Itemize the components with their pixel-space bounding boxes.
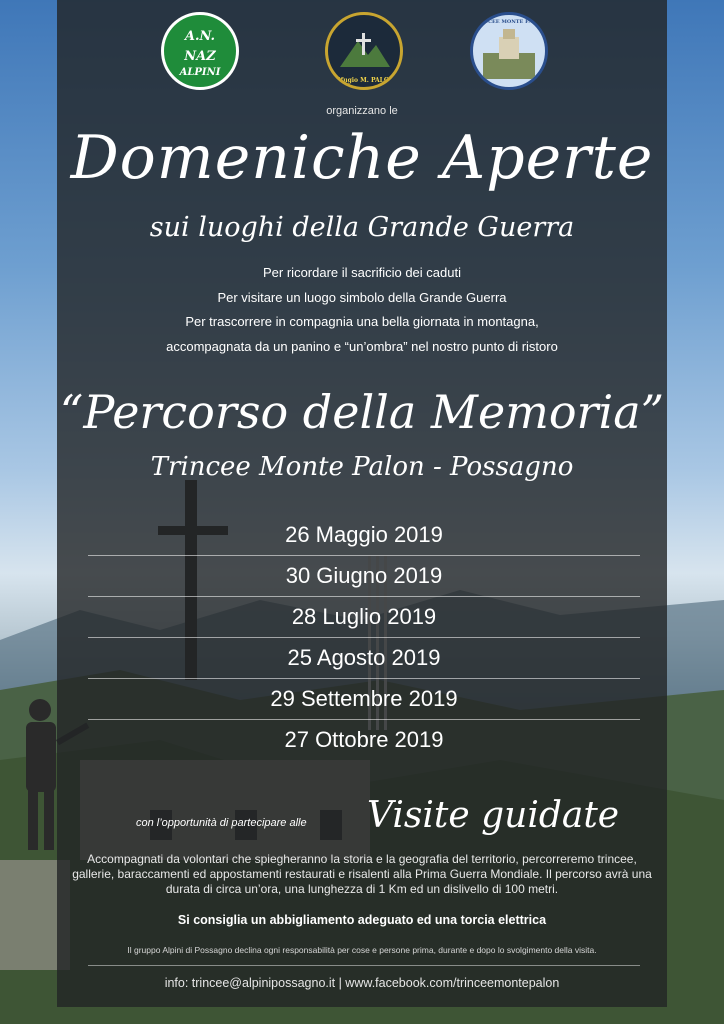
intro-line: Per ricordare il sacrificio dei caduti: [263, 265, 461, 280]
intro-line: Per trascorrere in compagnia una bella giornata in montagna,: [185, 314, 539, 329]
poster-title: Domeniche Aperte: [70, 123, 654, 193]
date-item: 28 Luglio 2019: [88, 597, 640, 638]
event-name: “Percorso della Memoria”: [59, 385, 665, 439]
opportunity-text: con l’opportunità di partecipare alle: [136, 817, 307, 829]
disclaimer-text: Il gruppo Alpini di Possagno declina ogni responsabilità per cose e persone prima, durante e dopo lo svolgimento della visita.: [127, 945, 597, 955]
logo-text-3: ALPINI: [179, 67, 221, 78]
date-item: 25 Agosto 2019: [88, 638, 640, 679]
guided-description: Accompagnati da volontari che spiegheranno la storia e la geografia del territorio, percorreremo trincee, gallerie, baraccamenti ed appostamenti restaurati e risalenti alla Prima Guerra Mondiale. Il percorso avrà una durata di circa un’ora, una lunghezza di 1 Km ed un dislivello di 100 metri.: [72, 852, 652, 896]
poster-subtitle: sui luoghi della Grande Guerra: [149, 212, 575, 243]
logo-center-text: Rifugio M. PALON: [333, 77, 395, 84]
dates-list: [88, 515, 640, 761]
rifugio-palon-logo: [325, 12, 403, 90]
guided-visits-title: Visite guidate: [367, 795, 620, 836]
organizers-text: organizzano le: [326, 105, 398, 117]
logo-text-1: A.N.: [184, 29, 216, 44]
date-item: 29 Settembre 2019: [88, 679, 640, 720]
date-item: 26 Maggio 2019: [88, 515, 640, 556]
footer-divider: [88, 965, 640, 966]
ana-alpini-logo: [161, 12, 239, 90]
guided-visits-header: [57, 795, 667, 845]
logo-right-text: TRINCEE MONTE PALON: [473, 19, 545, 25]
event-location: Trincee Monte Palon - Possagno: [150, 452, 574, 482]
intro-line: Per visitare un luogo simbolo della Grande Guerra: [217, 290, 507, 305]
date-item: 27 Ottobre 2019: [284, 727, 444, 752]
logo-text-2: NAZ: [184, 49, 216, 64]
recommendation-text: Si consiglia un abbigliamento adeguato ed una torcia elettrica: [177, 913, 547, 927]
date-item: 30 Giugno 2019: [88, 556, 640, 597]
trincee-monte-palon-logo: [470, 12, 548, 90]
intro-line: accompagnata da un panino e “un’ombra” nel nostro punto di ristoro: [166, 339, 558, 354]
contact-info: info: trincee@alpinipossagno.it | www.facebook.com/trinceemontepalon: [164, 976, 560, 990]
